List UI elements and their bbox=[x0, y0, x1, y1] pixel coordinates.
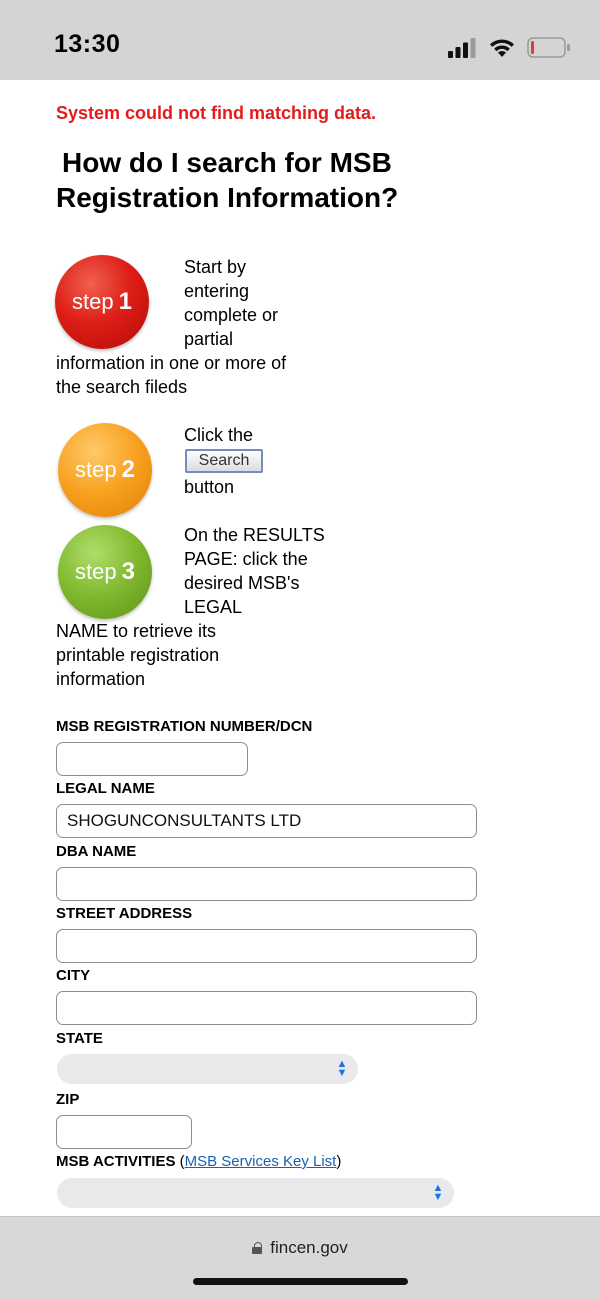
search-button-illustration: Search bbox=[185, 449, 263, 473]
street-address-label: STREET ADDRESS bbox=[56, 905, 193, 922]
paren-close: ) bbox=[336, 1153, 342, 1170]
reg-number-label: MSB REGISTRATION NUMBER/DCN bbox=[56, 718, 313, 735]
msb-activities-label bbox=[56, 1153, 341, 1170]
browser-url-bar[interactable] bbox=[0, 1216, 600, 1299]
city-input[interactable] bbox=[56, 991, 477, 1025]
legal-name-label: LEGAL NAME bbox=[56, 780, 155, 797]
step1-badge-number: 1 bbox=[118, 288, 132, 315]
page-title-line2: Registration Information? bbox=[56, 182, 399, 213]
state-label: STATE bbox=[56, 1030, 103, 1047]
step1-badge bbox=[55, 255, 149, 349]
step3-badge-number: 3 bbox=[121, 558, 135, 585]
paren-open: ( bbox=[179, 1153, 185, 1170]
signal-icon bbox=[448, 38, 478, 58]
step2-text-after: button bbox=[184, 477, 235, 497]
step1-badge-word: step bbox=[72, 289, 114, 314]
battery-icon bbox=[527, 37, 571, 58]
chevron-up-down-icon: ▲ ▼ bbox=[336, 1058, 348, 1079]
step3-badge bbox=[58, 525, 152, 619]
dba-name-input[interactable] bbox=[56, 867, 477, 901]
step2-badge-word: step bbox=[75, 457, 117, 482]
street-address-input[interactable] bbox=[56, 929, 477, 963]
page-title bbox=[56, 145, 476, 215]
wifi-icon bbox=[488, 36, 516, 58]
status-time: 13:30 bbox=[54, 30, 121, 58]
url-display[interactable] bbox=[0, 1238, 600, 1258]
state-select[interactable] bbox=[57, 1054, 358, 1084]
reg-number-input[interactable] bbox=[56, 742, 248, 776]
page-content bbox=[0, 80, 600, 1216]
error-message: System could not find matching data. bbox=[56, 103, 377, 123]
zip-input[interactable] bbox=[56, 1115, 192, 1149]
msb-activities-label-text: MSB ACTIVITIES bbox=[56, 1153, 176, 1170]
step2-badge bbox=[58, 423, 152, 517]
step3-badge-word: step bbox=[75, 559, 117, 584]
lock-icon bbox=[252, 1242, 262, 1254]
step1-text: Start by entering complete or partial bbox=[184, 257, 279, 349]
page-title-line1: How do I search for MSB bbox=[62, 147, 392, 178]
step1-text-continued: information in one or more of the search fileds bbox=[56, 353, 287, 397]
home-indicator[interactable] bbox=[193, 1278, 408, 1285]
city-label: CITY bbox=[56, 967, 91, 984]
step3-text: On the RESULTS PAGE: click the desired MSB's LEGAL bbox=[184, 525, 325, 617]
zip-label: ZIP bbox=[56, 1091, 80, 1108]
url-text: fincen.gov bbox=[270, 1238, 348, 1257]
chevron-up-down-icon: ▲ ▼ bbox=[432, 1182, 444, 1203]
dba-name-label: DBA NAME bbox=[56, 843, 137, 860]
status-bar bbox=[0, 0, 600, 80]
step2-text: Click the bbox=[184, 425, 254, 445]
legal-name-input[interactable] bbox=[56, 804, 477, 838]
msb-activities-select[interactable] bbox=[57, 1178, 454, 1208]
step3-text-continued: NAME to retrieve its printable registration information bbox=[56, 621, 220, 689]
step2-badge-number: 2 bbox=[121, 456, 135, 483]
msb-services-key-list-link[interactable]: MSB Services Key List bbox=[184, 1153, 337, 1170]
